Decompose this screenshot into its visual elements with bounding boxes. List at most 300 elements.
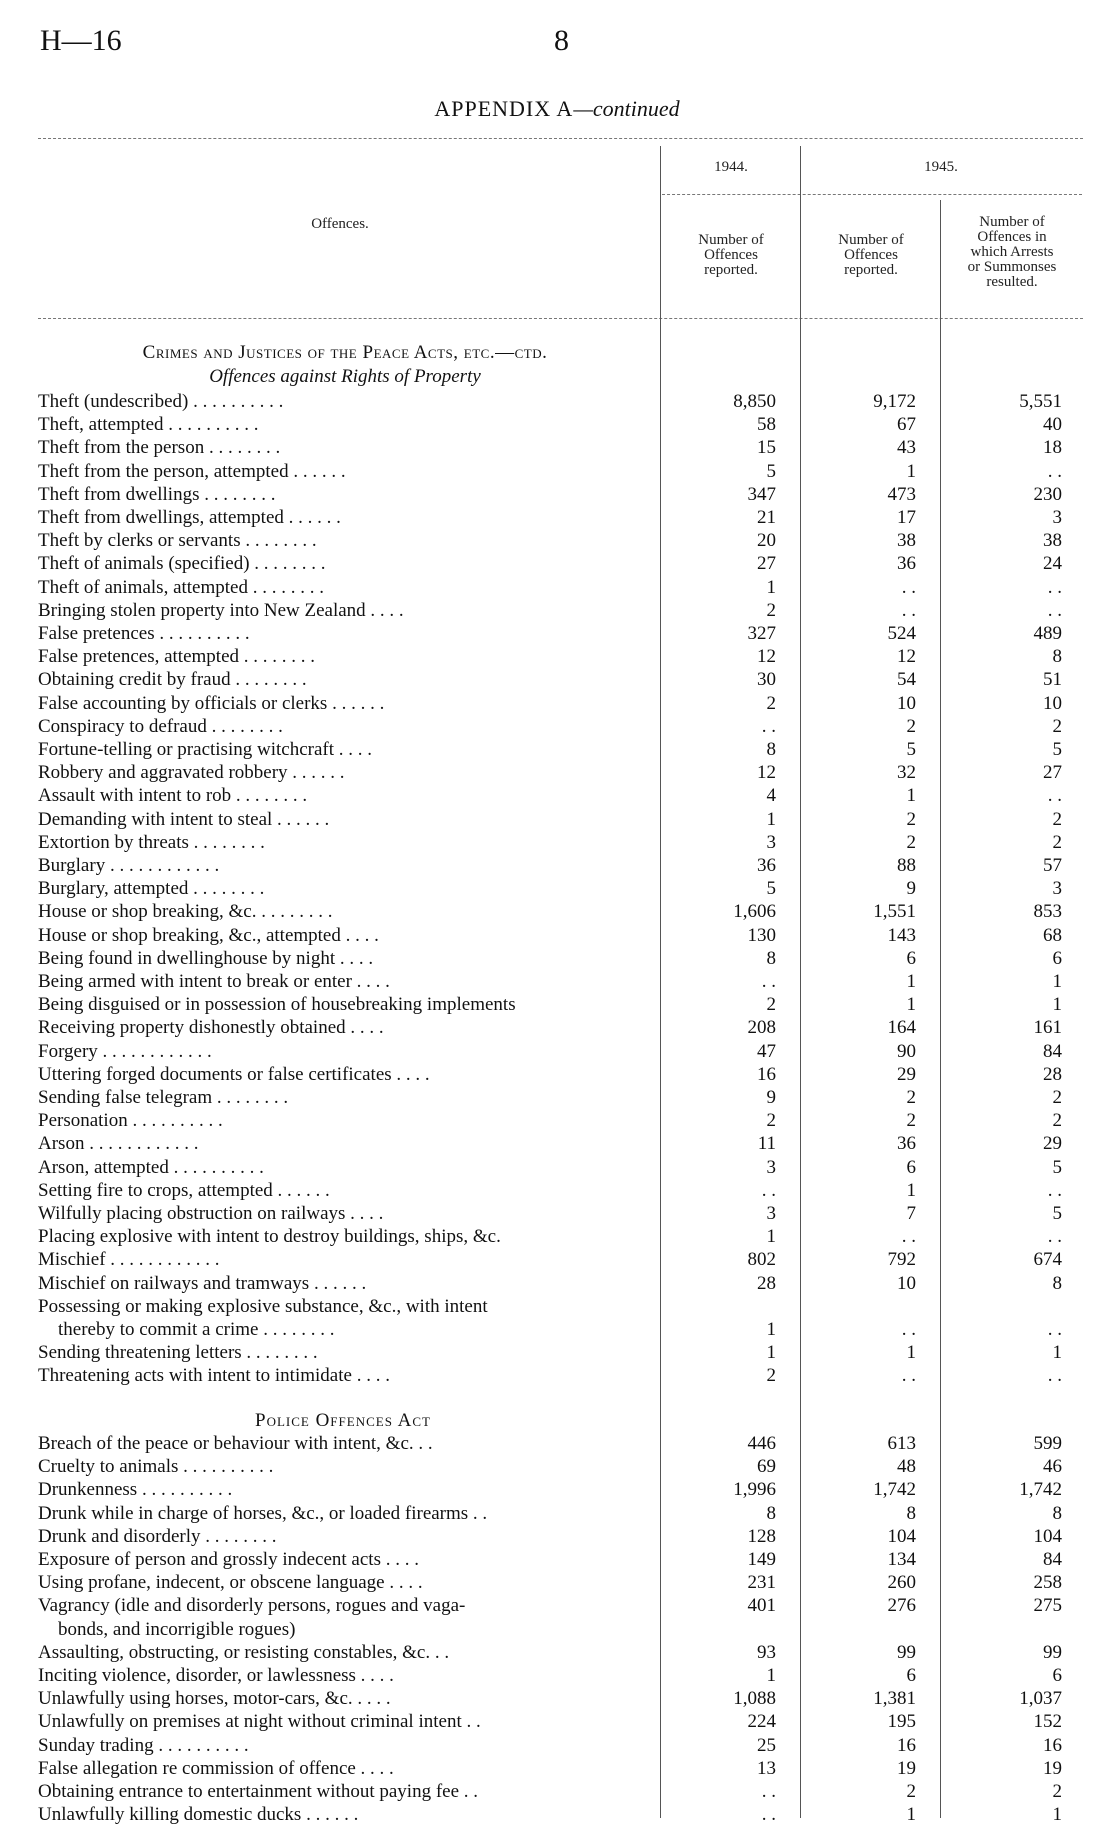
- table-row: [0, 668, 1114, 691]
- reported-1945-value: 2: [906, 1087, 916, 1108]
- offence-label: Sending threatening letters . . . . . . . .: [38, 1342, 318, 1364]
- arrests-1945-value: 1,742: [1019, 1479, 1062, 1501]
- appendix-title-continued: —continued: [573, 96, 680, 121]
- table-row: [0, 645, 1114, 668]
- table-row: [0, 1803, 1114, 1826]
- reported-1944-value: . .: [761, 1781, 776, 1802]
- reported-1945-value: 32: [897, 762, 916, 784]
- reported-1944-value: . .: [761, 971, 776, 992]
- header-line: reported.: [844, 262, 898, 278]
- arrests-1945-value: 29: [1043, 1133, 1062, 1155]
- reported-1945-value: 54: [897, 669, 916, 691]
- reported-1945-value: 613: [887, 1433, 916, 1454]
- table-row: [0, 483, 1114, 506]
- table-row: [0, 761, 1114, 784]
- reported-1945-value: 260: [887, 1572, 916, 1594]
- offence-label: Obtaining credit by fraud . . . . . . . .: [38, 669, 307, 691]
- arrests-1945-value: . .: [1047, 460, 1062, 482]
- arrests-1945-value: 8: [1052, 646, 1062, 668]
- reported-1944-value: 58: [757, 414, 776, 436]
- table-row: [0, 529, 1114, 552]
- arrests-1945-value: 5,551: [1019, 391, 1062, 412]
- offence-label: Demanding with intent to steal . . . . . .: [38, 808, 330, 830]
- offence-label: Being disguised or in possession of housebreaking implements: [38, 994, 516, 1016]
- arrests-1945-value: 5: [1052, 739, 1062, 760]
- reported-1945-value: 38: [897, 530, 916, 552]
- reported-1944-value: 130: [747, 924, 776, 946]
- reported-1944-value: 12: [757, 762, 776, 784]
- offence-label: Being armed with intent to break or enter . . . .: [38, 971, 390, 992]
- arrests-1945-value: 2: [1052, 715, 1062, 737]
- offence-label: Threatening acts with intent to intimidate . . . .: [38, 1365, 390, 1387]
- arrests-1945-value: 3: [1052, 878, 1062, 900]
- arrests-1945-value: 5: [1052, 1203, 1062, 1224]
- reported-1944-value: 347: [747, 483, 776, 505]
- reported-1945-value: 2: [906, 1781, 916, 1802]
- header-line: Offences in: [977, 229, 1047, 245]
- offence-label: Robbery and aggravated robbery . . . . . .: [38, 762, 345, 784]
- reported-1945-value: 1: [906, 994, 916, 1016]
- reported-1945-value: 473: [887, 483, 916, 505]
- reported-1944-value: 15: [757, 437, 776, 459]
- offence-label: Mischief on railways and tramways . . . . . .: [38, 1272, 367, 1294]
- reported-1944-value: 1,088: [733, 1688, 776, 1710]
- reported-1945-value: 1: [906, 1342, 916, 1364]
- reported-1944-value: 27: [757, 553, 776, 575]
- reported-1945-value: 43: [897, 437, 916, 459]
- table-row: [0, 599, 1114, 622]
- header-line: Number of: [838, 232, 904, 248]
- offence-label: Theft from the person . . . . . . . .: [38, 437, 281, 459]
- reported-1944-value: 21: [757, 507, 776, 528]
- table-row: [0, 854, 1114, 877]
- reported-1944-value: 3: [766, 1156, 776, 1178]
- table-row: [0, 993, 1114, 1016]
- reported-1945-value: 8: [906, 1502, 916, 1524]
- offence-label: False pretences, attempted . . . . . . . .: [38, 646, 316, 668]
- reported-1944-value: 1,996: [733, 1479, 776, 1501]
- document-reference: H—16: [40, 24, 122, 57]
- arrests-1945-value: 853: [1033, 901, 1062, 923]
- offence-label: Theft from dwellings, attempted . . . . . .: [38, 507, 341, 528]
- reported-1945-value: 6: [906, 947, 916, 969]
- table-row: [0, 1272, 1114, 1295]
- offence-label: Vagrancy (idle and disorderly persons, rogues and vaga-: [38, 1595, 466, 1617]
- arrests-1945-value: 51: [1043, 669, 1062, 691]
- arrests-1945-header: [942, 215, 1082, 290]
- reported-1944-value: 1: [766, 1319, 776, 1340]
- offence-label: Burglary . . . . . . . . . . . .: [38, 855, 220, 876]
- offence-label: Mischief . . . . . . . . . . . .: [38, 1249, 220, 1271]
- arrests-1945-value: 57: [1043, 855, 1062, 876]
- arrests-1945-value: . .: [1047, 1179, 1062, 1201]
- arrests-1945-value: 28: [1043, 1063, 1062, 1085]
- arrests-1945-value: 84: [1043, 1040, 1062, 1062]
- reported-1945-value: 12: [897, 646, 916, 668]
- page-number: 8: [554, 24, 569, 57]
- reported-1944-value: . .: [761, 1179, 776, 1201]
- offence-label: Breach of the peace or behaviour with intent, &c. . .: [38, 1433, 433, 1454]
- reported-1944-value: 3: [766, 1203, 776, 1224]
- arrests-1945-value: 18: [1043, 437, 1062, 459]
- reported-1945-value: 99: [897, 1641, 916, 1663]
- table-row: [0, 622, 1114, 645]
- offence-label: Obtaining entrance to entertainment without paying fee . .: [38, 1781, 479, 1802]
- reported-1945-value: 6: [906, 1156, 916, 1178]
- reported-1944-value: 4: [766, 785, 776, 807]
- reported-1944-value: 5: [766, 460, 776, 482]
- arrests-1945-value: 2: [1052, 1781, 1062, 1802]
- arrests-1945-value: 161: [1033, 1017, 1062, 1039]
- header-line: Number of: [979, 214, 1045, 230]
- reported-1944-value: 401: [747, 1595, 776, 1617]
- reported-1945-value: 10: [897, 692, 916, 714]
- arrests-1945-value: . .: [1047, 576, 1062, 598]
- table-row: [0, 1016, 1114, 1039]
- offence-label: Exposure of person and grossly indecent acts . . . .: [38, 1549, 419, 1570]
- table-row: [0, 1318, 1114, 1341]
- reported-1944-value: 1: [766, 1342, 776, 1364]
- offence-label: Conspiracy to defraud . . . . . . . .: [38, 715, 283, 737]
- reported-1945-value: 2: [906, 1110, 916, 1132]
- offence-label: False allegation re commission of offence . . . .: [38, 1757, 394, 1779]
- reported-1944-value: 36: [757, 855, 776, 876]
- arrests-1945-value: 2: [1052, 808, 1062, 830]
- reported-1944-value: 47: [757, 1040, 776, 1062]
- table-row: [0, 1525, 1114, 1548]
- reported-1944-value: 224: [747, 1711, 776, 1733]
- table-row: [0, 715, 1114, 738]
- reported-1944-value: 327: [747, 623, 776, 644]
- reported-1944-value: 1: [766, 808, 776, 830]
- reported-1945-value: 134: [887, 1549, 916, 1570]
- reported-1944-value: 20: [757, 530, 776, 552]
- offence-label: Drunkenness . . . . . . . . . .: [38, 1479, 233, 1501]
- header-line: Offences: [844, 247, 898, 263]
- table-row: [0, 738, 1114, 761]
- reported-1945-value: 104: [887, 1525, 916, 1547]
- offence-label: Arson . . . . . . . . . . . .: [38, 1133, 199, 1155]
- reported-1945-value: 9,172: [873, 391, 916, 412]
- table-row: [0, 924, 1114, 947]
- table-row: [0, 1710, 1114, 1733]
- reported-1944-value: 2: [766, 994, 776, 1016]
- table-row: [0, 877, 1114, 900]
- arrests-1945-value: 258: [1033, 1572, 1062, 1594]
- table-row: [0, 1295, 1114, 1318]
- offence-label: False accounting by officials or clerks . . . . . .: [38, 692, 385, 714]
- arrests-1945-value: . .: [1047, 785, 1062, 807]
- offence-label: Sunday trading . . . . . . . . . .: [38, 1734, 249, 1756]
- offence-label: Extortion by threats . . . . . . . .: [38, 831, 265, 853]
- year-1944-header: 1944.: [714, 159, 748, 175]
- offence-label: Being found in dwellinghouse by night . . . .: [38, 947, 374, 969]
- arrests-1945-value: 10: [1043, 692, 1062, 714]
- reported-1944-value: 2: [766, 599, 776, 621]
- offence-label: Theft by clerks or servants . . . . . . . .: [38, 530, 317, 552]
- table-row: [0, 1502, 1114, 1525]
- reported-1945-value: 90: [897, 1040, 916, 1062]
- arrests-1945-value: 24: [1043, 553, 1062, 575]
- table-row: [0, 506, 1114, 529]
- reported-1945-value: 1: [906, 1179, 916, 1201]
- table-row: [0, 1179, 1114, 1202]
- reported-1944-value: 13: [757, 1757, 776, 1779]
- reported-1945-value: 10: [897, 1272, 916, 1294]
- table-row: [0, 1040, 1114, 1063]
- reported-1944-value: 12: [757, 646, 776, 668]
- table-row: [0, 1641, 1114, 1664]
- offence-label: False pretences . . . . . . . . . .: [38, 623, 250, 644]
- reported-1945-value: 7: [906, 1203, 916, 1224]
- reported-1945-value: 1,381: [873, 1688, 916, 1710]
- reported-1944-value: 30: [757, 669, 776, 691]
- reported-1945-value: . .: [901, 1226, 916, 1248]
- table-row: [0, 692, 1114, 715]
- reported-1945-value: 36: [897, 553, 916, 575]
- offence-label: Using profane, indecent, or obscene language . . . .: [38, 1572, 423, 1594]
- table-row: [0, 808, 1114, 831]
- reported-1944-value: 28: [757, 1272, 776, 1294]
- table-row: [0, 1086, 1114, 1109]
- table-row: [0, 1432, 1114, 1455]
- reported-1945-value: 36: [897, 1133, 916, 1155]
- offence-label: Uttering forged documents or false certificates . . . .: [38, 1063, 430, 1085]
- offence-label: Placing explosive with intent to destroy buildings, ships, &c.: [38, 1226, 501, 1248]
- offence-label: bonds, and incorrigible rogues): [58, 1618, 296, 1640]
- offence-label: Theft, attempted . . . . . . . . . .: [38, 414, 259, 436]
- arrests-1945-value: 275: [1033, 1595, 1062, 1617]
- table-row: [0, 784, 1114, 807]
- offence-label: Sending false telegram . . . . . . . .: [38, 1087, 289, 1108]
- reported-1945-value: 1,742: [873, 1479, 916, 1501]
- offence-label: Possessing or making explosive substance, &c., with intent: [38, 1295, 488, 1317]
- arrests-1945-value: . .: [1047, 1365, 1062, 1387]
- reported-1944-value: 231: [747, 1572, 776, 1594]
- reported-1945-value: 1: [906, 785, 916, 807]
- section-title-police-offences: Police Offences Act: [255, 1410, 431, 1431]
- reported-1945-value: 164: [887, 1017, 916, 1039]
- table-row: [0, 1341, 1114, 1364]
- table-row: [0, 576, 1114, 599]
- table-row: [0, 947, 1114, 970]
- table-row: [0, 460, 1114, 483]
- table-row: [0, 1571, 1114, 1594]
- offence-label: Wilfully placing obstruction on railways . . . .: [38, 1203, 384, 1224]
- arrests-1945-value: 5: [1052, 1156, 1062, 1178]
- header-line: Offences: [704, 247, 758, 263]
- arrests-1945-value: 2: [1052, 831, 1062, 853]
- table-row: [0, 1478, 1114, 1501]
- table-row: [0, 1455, 1114, 1478]
- reported-1944-value: 1,606: [733, 901, 776, 923]
- reported-1944-header: [662, 233, 800, 278]
- reported-1944-value: 11: [757, 1133, 776, 1155]
- offence-label: Assault with intent to rob . . . . . . . .: [38, 785, 308, 807]
- arrests-1945-value: 8: [1052, 1272, 1062, 1294]
- arrests-1945-value: 2: [1052, 1110, 1062, 1132]
- reported-1944-value: 5: [766, 878, 776, 900]
- reported-1945-value: 2: [906, 715, 916, 737]
- arrests-1945-value: 2: [1052, 1087, 1062, 1108]
- offence-label: Personation . . . . . . . . . .: [38, 1110, 223, 1132]
- arrests-1945-value: 6: [1052, 947, 1062, 969]
- appendix-title-main: APPENDIX A: [434, 96, 574, 121]
- reported-1945-value: 1,551: [873, 901, 916, 923]
- column-header-bottom-rule: [38, 318, 1083, 319]
- offence-label: Theft from the person, attempted . . . . . .: [38, 460, 346, 482]
- reported-1944-value: 8: [766, 947, 776, 969]
- reported-1945-value: 19: [897, 1757, 916, 1779]
- reported-1944-value: 9: [766, 1087, 776, 1108]
- table-row: [0, 1757, 1114, 1780]
- table-row: [0, 1734, 1114, 1757]
- offence-label: Theft from dwellings . . . . . . . .: [38, 483, 276, 505]
- reported-1944-value: 69: [757, 1456, 776, 1478]
- table-row: [0, 413, 1114, 436]
- reported-1944-value: 2: [766, 692, 776, 714]
- table-row: [0, 390, 1114, 413]
- table-row: [0, 1202, 1114, 1225]
- offence-label: Arson, attempted . . . . . . . . . .: [38, 1156, 264, 1178]
- reported-1944-value: 446: [747, 1433, 776, 1454]
- reported-1945-value: . .: [901, 599, 916, 621]
- offence-label: Assaulting, obstructing, or resisting constables, &c. . .: [38, 1641, 450, 1663]
- arrests-1945-value: 599: [1033, 1433, 1062, 1454]
- table-row: [0, 1156, 1114, 1179]
- arrests-1945-value: 46: [1043, 1456, 1062, 1478]
- arrests-1945-value: 84: [1043, 1549, 1062, 1570]
- reported-1945-value: . .: [901, 1365, 916, 1387]
- offence-label: Drunk and disorderly . . . . . . . .: [38, 1525, 277, 1547]
- table-row: [0, 1664, 1114, 1687]
- table-row: [0, 1780, 1114, 1803]
- arrests-1945-value: 16: [1043, 1734, 1062, 1756]
- arrests-1945-value: 6: [1052, 1665, 1062, 1686]
- arrests-1945-value: . .: [1047, 599, 1062, 621]
- header-line: Number of: [698, 232, 764, 248]
- reported-1944-value: 93: [757, 1641, 776, 1663]
- reported-1944-value: 149: [747, 1549, 776, 1570]
- arrests-1945-value: 674: [1033, 1249, 1062, 1271]
- reported-1945-value: 29: [897, 1063, 916, 1085]
- table-row: [0, 1548, 1114, 1571]
- reported-1945-value: 524: [887, 623, 916, 644]
- arrests-1945-value: 68: [1043, 924, 1062, 946]
- arrests-1945-value: 104: [1033, 1525, 1062, 1547]
- offence-label: Theft of animals, attempted . . . . . . . .: [38, 576, 324, 598]
- arrests-1945-value: 3: [1052, 507, 1062, 528]
- table-row: [0, 552, 1114, 575]
- table-row: [0, 1109, 1114, 1132]
- header-line: or Summonses: [967, 259, 1057, 275]
- arrests-1945-value: 1: [1052, 971, 1062, 992]
- table-row: [0, 1687, 1114, 1710]
- offence-label: Setting fire to crops, attempted . . . . . .: [38, 1179, 330, 1201]
- arrests-1945-value: 99: [1043, 1641, 1062, 1663]
- year-header-rule: [662, 194, 1082, 195]
- table-top-rule: [38, 138, 1083, 139]
- table-row: [0, 1063, 1114, 1086]
- table-row: [0, 1364, 1114, 1387]
- reported-1944-value: 1: [766, 576, 776, 598]
- table-row: [0, 970, 1114, 993]
- table-row: [0, 900, 1114, 923]
- reported-1944-value: 2: [766, 1110, 776, 1132]
- offence-label: Forgery . . . . . . . . . . . .: [38, 1040, 212, 1062]
- table-row: [0, 1618, 1114, 1641]
- section-subtitle-property: Offences against Rights of Property: [209, 366, 481, 387]
- reported-1944-value: 3: [766, 831, 776, 853]
- offence-label: thereby to commit a crime . . . . . . . .: [58, 1319, 335, 1340]
- offence-label: Unlawfully using horses, motor-cars, &c. . . . .: [38, 1688, 391, 1710]
- reported-1945-value: 195: [887, 1711, 916, 1733]
- reported-1945-value: 5: [906, 739, 916, 760]
- appendix-title: [0, 96, 1114, 122]
- offence-label: House or shop breaking, &c., attempted . . . .: [38, 924, 379, 946]
- reported-1945-value: 2: [906, 808, 916, 830]
- table-row: [0, 1594, 1114, 1617]
- arrests-1945-value: 8: [1052, 1502, 1062, 1524]
- reported-1944-value: 208: [747, 1017, 776, 1039]
- arrests-1945-value: 1: [1052, 1342, 1062, 1364]
- reported-1944-value: 128: [747, 1525, 776, 1547]
- header-line: resulted.: [986, 274, 1038, 290]
- reported-1944-value: 8: [766, 739, 776, 760]
- table-row: [0, 1225, 1114, 1248]
- reported-1945-value: 1: [906, 1804, 916, 1826]
- arrests-1945-value: 1: [1052, 1804, 1062, 1826]
- reported-1945-value: 48: [897, 1456, 916, 1478]
- reported-1945-value: 792: [887, 1249, 916, 1271]
- offences-column-header: Offences.: [311, 216, 369, 232]
- header-line: reported.: [704, 262, 758, 278]
- reported-1945-value: 1: [906, 460, 916, 482]
- arrests-1945-value: 38: [1043, 530, 1062, 552]
- reported-1945-value: . .: [901, 1319, 916, 1340]
- reported-1944-value: 1: [766, 1665, 776, 1686]
- arrests-1945-value: 230: [1033, 483, 1062, 505]
- reported-1945-value: 67: [897, 414, 916, 436]
- reported-1945-value: 6: [906, 1665, 916, 1686]
- offence-label: Theft (undescribed) . . . . . . . . . .: [38, 391, 284, 412]
- arrests-1945-value: . .: [1047, 1226, 1062, 1248]
- offence-label: Theft of animals (specified) . . . . . . . .: [38, 553, 326, 575]
- arrests-1945-value: 1,037: [1019, 1688, 1062, 1710]
- reported-1945-header: [802, 233, 940, 278]
- reported-1944-value: 2: [766, 1365, 776, 1387]
- reported-1945-value: 1: [906, 971, 916, 992]
- offence-label: Receiving property dishonestly obtained . . . .: [38, 1017, 384, 1039]
- offence-label: Burglary, attempted . . . . . . . .: [38, 878, 265, 900]
- offence-label: Unlawfully killing domestic ducks . . . . . .: [38, 1804, 359, 1826]
- reported-1944-value: . .: [761, 715, 776, 737]
- reported-1945-value: 276: [887, 1595, 916, 1617]
- offence-label: Inciting violence, disorder, or lawlessness . . . .: [38, 1665, 394, 1686]
- reported-1945-value: 17: [897, 507, 916, 528]
- arrests-1945-value: 152: [1033, 1711, 1062, 1733]
- table-row: [0, 436, 1114, 459]
- offence-label: Unlawfully on premises at night without criminal intent . .: [38, 1711, 481, 1733]
- reported-1944-value: 8,850: [733, 391, 776, 412]
- reported-1945-value: 143: [887, 924, 916, 946]
- table-row: [0, 1248, 1114, 1271]
- reported-1944-value: 1: [766, 1226, 776, 1248]
- offence-label: Bringing stolen property into New Zealand . . . .: [38, 599, 404, 621]
- reported-1945-value: 16: [897, 1734, 916, 1756]
- arrests-1945-value: 19: [1043, 1757, 1062, 1779]
- header-line: which Arrests: [970, 244, 1054, 260]
